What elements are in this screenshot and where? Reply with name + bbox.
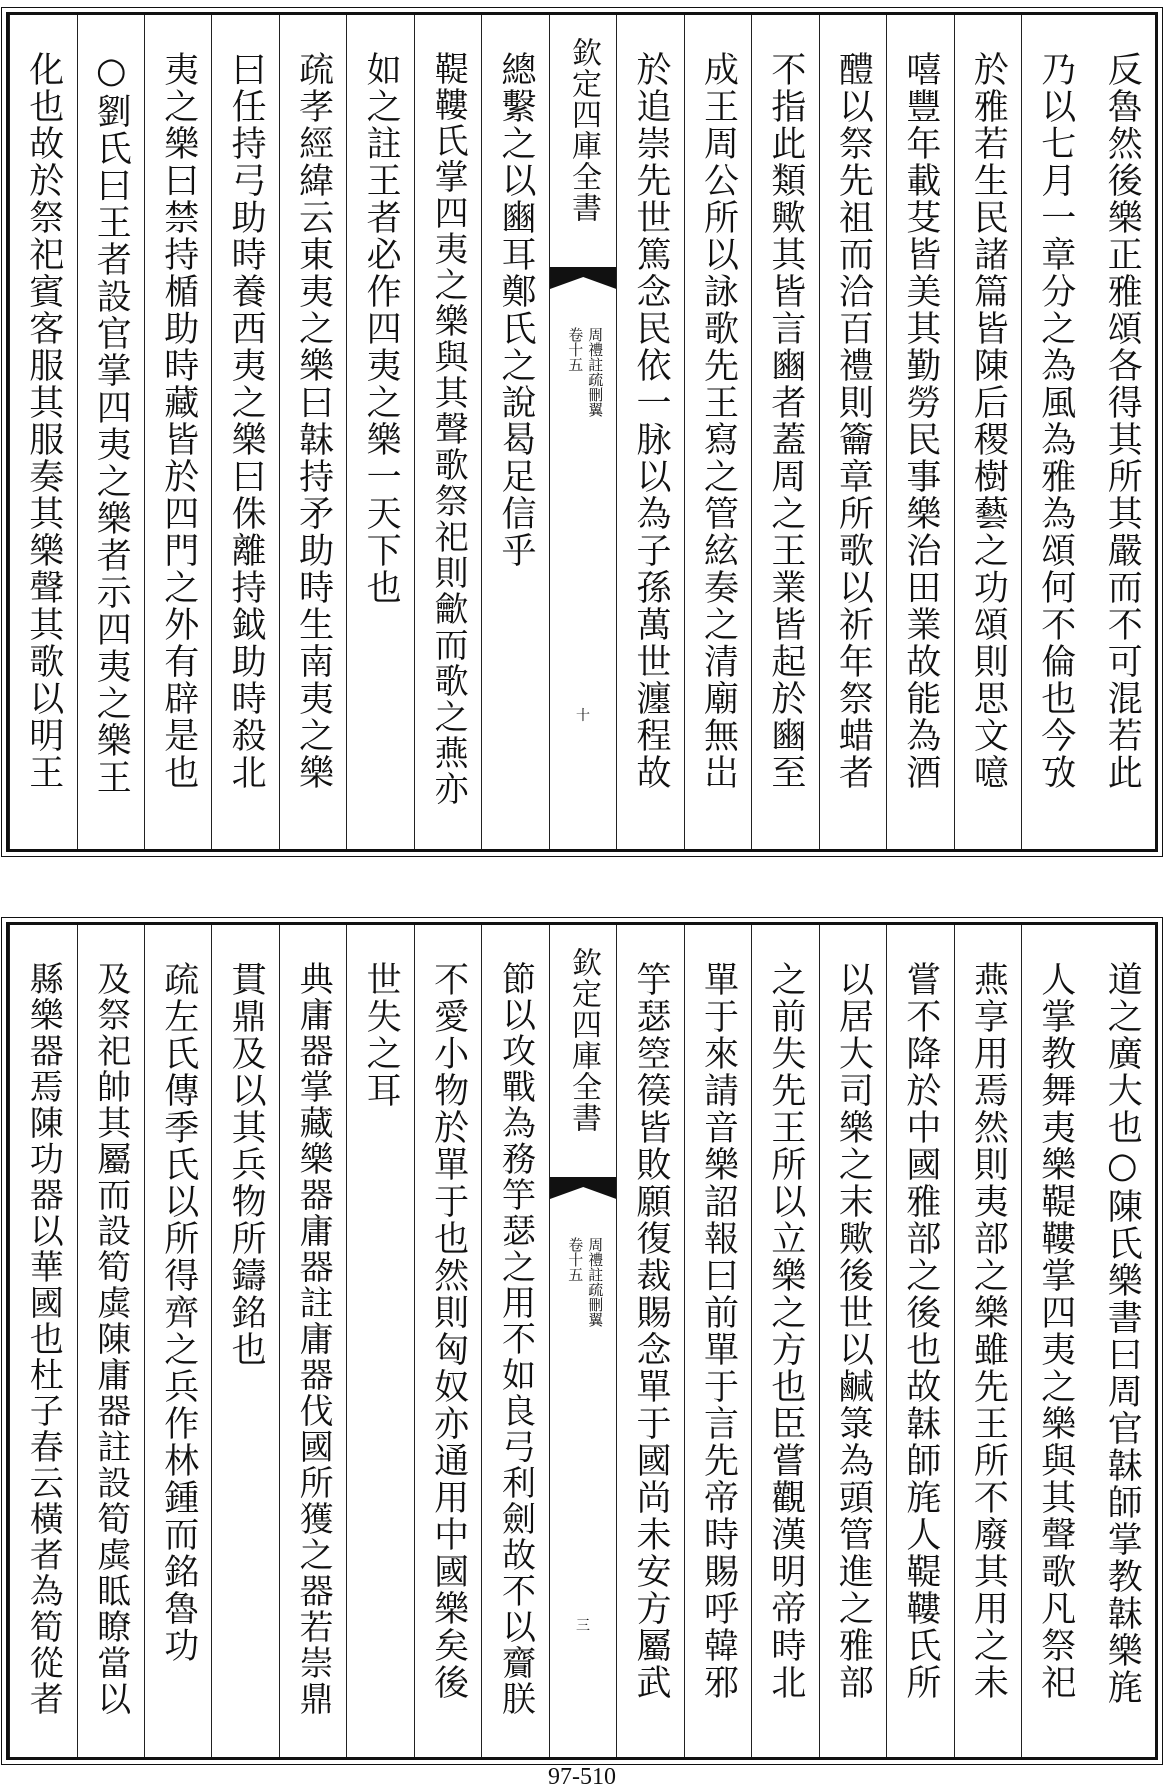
text-column — [819, 925, 886, 1757]
center-fold-column — [549, 925, 616, 1757]
text-column — [1021, 15, 1088, 849]
column-text: 人掌教舞夷樂鞮鞻掌四夷之樂與其聲歌凡祭祀 — [1035, 961, 1076, 1701]
column-text: 反魯然後樂正雅頌各得其所其嚴而不可混若此 — [1102, 51, 1143, 791]
text-column — [954, 925, 1021, 1757]
column-text: 不愛小物於單于也然則匈奴亦通用中國樂矣後 — [428, 961, 469, 1701]
text-column — [414, 925, 481, 1757]
text-column — [886, 15, 953, 849]
column-text: 節以攻戰為務竽瑟之用不如良弓利劍故不以齎朕 — [495, 961, 536, 1717]
fishtail-mark-icon — [550, 1177, 616, 1211]
column-text: 疏孝經緯云東夷之樂曰韎持矛助時生南夷之樂 — [293, 51, 334, 791]
leaf-number: 十 — [576, 708, 591, 724]
column-text: 縣樂器焉陳功器以華國也杜子春云橫者為筍從者 — [23, 961, 64, 1717]
column-text: 世失之耳 — [361, 961, 402, 1109]
text-column — [1021, 925, 1088, 1757]
text-column — [1089, 15, 1155, 849]
text-column — [1089, 925, 1155, 1757]
book-series-title: 欽定四庫全書 — [566, 37, 602, 223]
column-text: ○劉氏曰王者設官掌四夷之樂者示四夷之樂王 — [91, 51, 132, 796]
text-column — [144, 925, 211, 1757]
text-column — [414, 15, 481, 849]
column-text: 典庸器掌藏樂器庸器註庸器伐國所獲之器若崇鼎 — [293, 961, 334, 1717]
text-column — [279, 15, 346, 849]
column-text: 曰任持弓助時養西夷之樂曰侏離持鉞助時殺北 — [226, 51, 267, 791]
column-text: 如之註王者必作四夷之樂一天下也 — [361, 51, 402, 606]
column-text: 及祭祀帥其屬而設筍虡陳庸器註設筍虡眡瞭當以 — [90, 961, 131, 1717]
text-column — [751, 15, 818, 849]
text-column — [886, 925, 953, 1757]
book-title: 周禮註疏刪翼 — [586, 327, 605, 417]
upper-text-columns — [9, 15, 1155, 849]
column-text: 道之廣大也○陳氏樂書曰周官韎師掌教韎樂旄 — [1102, 961, 1143, 1706]
lower-text-columns — [9, 925, 1155, 1757]
column-text: 嘻豐年載芟皆美其勤勞民事樂治田業故能為酒 — [900, 51, 941, 791]
text-column — [211, 925, 278, 1757]
column-text: 以居大司樂之末歟後世以鹹箓為頭管進之雅部 — [833, 961, 874, 1701]
column-text: 竽瑟箜篌皆敗願復裁賜念單于國尚未安方屬武 — [630, 961, 671, 1701]
text-column — [144, 15, 211, 849]
text-column — [751, 925, 818, 1757]
text-column — [954, 15, 1021, 849]
volume-number: 卷十五 — [566, 1237, 585, 1282]
text-column — [481, 15, 548, 849]
volume-number: 卷十五 — [566, 327, 585, 372]
column-text: 乃以七月一章分之為風為雅為頌何不倫也今攷 — [1035, 51, 1076, 791]
page-folio-number: 97-510 — [548, 1764, 616, 1790]
column-text: 貫鼎及以其兵物所鑄銘也 — [226, 961, 267, 1368]
column-text: 不指此類歟其皆言豳者蓋周之王業皆起於豳至 — [765, 51, 806, 791]
text-column — [346, 925, 413, 1757]
text-column — [9, 15, 76, 849]
text-column — [279, 925, 346, 1757]
text-column — [616, 925, 683, 1757]
text-column — [819, 15, 886, 849]
column-text: 總繫之以豳耳鄭氏之說曷足信乎 — [496, 51, 537, 569]
column-text: 嘗不降於中國雅部之後也故韎師旄人鞮鞻氏所 — [900, 961, 941, 1701]
center-fold-column — [549, 15, 616, 849]
text-column — [481, 925, 548, 1757]
lower-half-page — [6, 922, 1158, 1760]
text-column — [346, 15, 413, 849]
text-column — [616, 15, 683, 849]
column-text: 單于來請音樂詔報曰前單于言先帝時賜呼韓邪 — [698, 961, 739, 1701]
column-text: 成王周公所以詠歌先王寫之管絃奏之清廟無岀 — [698, 51, 739, 791]
text-column — [684, 15, 751, 849]
fishtail-mark-icon — [550, 267, 616, 301]
column-text: 燕享用焉然則夷部之樂雖先王所不廢其用之未 — [968, 961, 1009, 1701]
column-text: 鞮鞻氏掌四夷之樂與其聲歌祭祀則龡而歌之燕亦 — [428, 51, 469, 807]
column-text: 於雅若生民諸篇皆陳后稷樹藝之功頌則思文噫 — [968, 51, 1009, 791]
leaf-number: 三 — [576, 1618, 591, 1634]
column-text: 之前失先王所以立樂之方也臣嘗觀漢明帝時北 — [765, 961, 806, 1701]
column-text: 疏左氏傳季氏以所得齊之兵作林鍾而銘魯功 — [158, 961, 199, 1664]
text-column — [211, 15, 278, 849]
text-column — [77, 925, 144, 1757]
book-series-title: 欽定四庫全書 — [566, 947, 602, 1133]
column-text: 夷之樂曰禁持楯助時藏皆於四門之外有辟是也 — [158, 51, 199, 791]
upper-half-page — [6, 12, 1158, 852]
book-title: 周禮註疏刪翼 — [586, 1237, 605, 1327]
column-text: 化也故於祭祀賓客服其服奏其樂聲其歌以明王 — [23, 51, 64, 791]
text-column — [77, 15, 144, 849]
text-column — [9, 925, 76, 1757]
text-column — [684, 925, 751, 1757]
column-text: 醴以祭先祖而洽百禮則籥章所歌以祈年祭蜡者 — [833, 51, 874, 791]
column-text: 於追崇先世篤念民依一脉以為子孫萬世瀍程故 — [630, 51, 671, 791]
